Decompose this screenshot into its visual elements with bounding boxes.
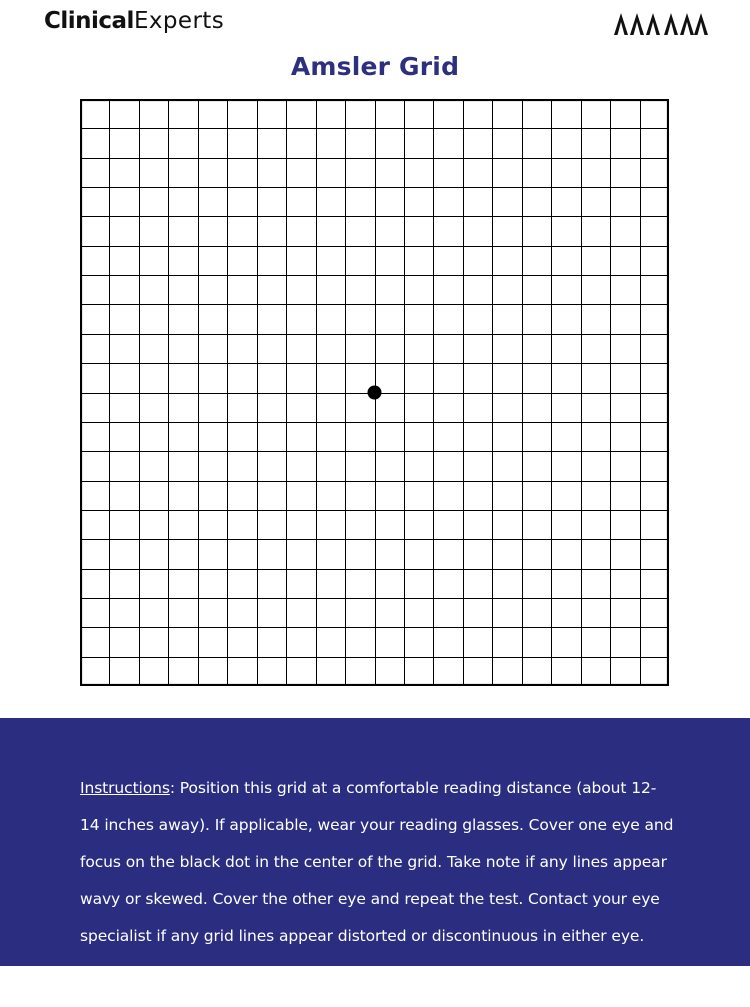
brand-wordmark bbox=[44, 8, 224, 34]
page-footer-space bbox=[0, 966, 750, 1007]
amsler-grid-container bbox=[80, 99, 669, 686]
instructions-label: Instructions bbox=[80, 778, 170, 797]
instructions-paragraph bbox=[80, 770, 674, 955]
instructions-body: Position this grid at a comfortable reading distance (about 12-14 inches away). If applicable, wear your reading glasses. Cover one eye and focus on the black dot in the center of the grid. Take note if any lines appear wavy or skewed. Cover the other eye and repeat the test. Contact your eye specialist if any grid lines appear distorted or discontinuous in either eye. bbox=[80, 778, 674, 945]
instructions-band bbox=[0, 718, 750, 966]
instructions-separator: : bbox=[169, 778, 180, 797]
brand-name-bold: Clinical bbox=[44, 8, 134, 34]
amsler-grid bbox=[80, 99, 669, 686]
brand-name-light: Experts bbox=[133, 8, 225, 34]
page-title: Amsler Grid bbox=[290, 52, 460, 81]
page-header bbox=[0, 0, 750, 46]
center-fixation-dot bbox=[368, 386, 382, 400]
nvaa-zigzag-logo-icon bbox=[612, 10, 708, 36]
